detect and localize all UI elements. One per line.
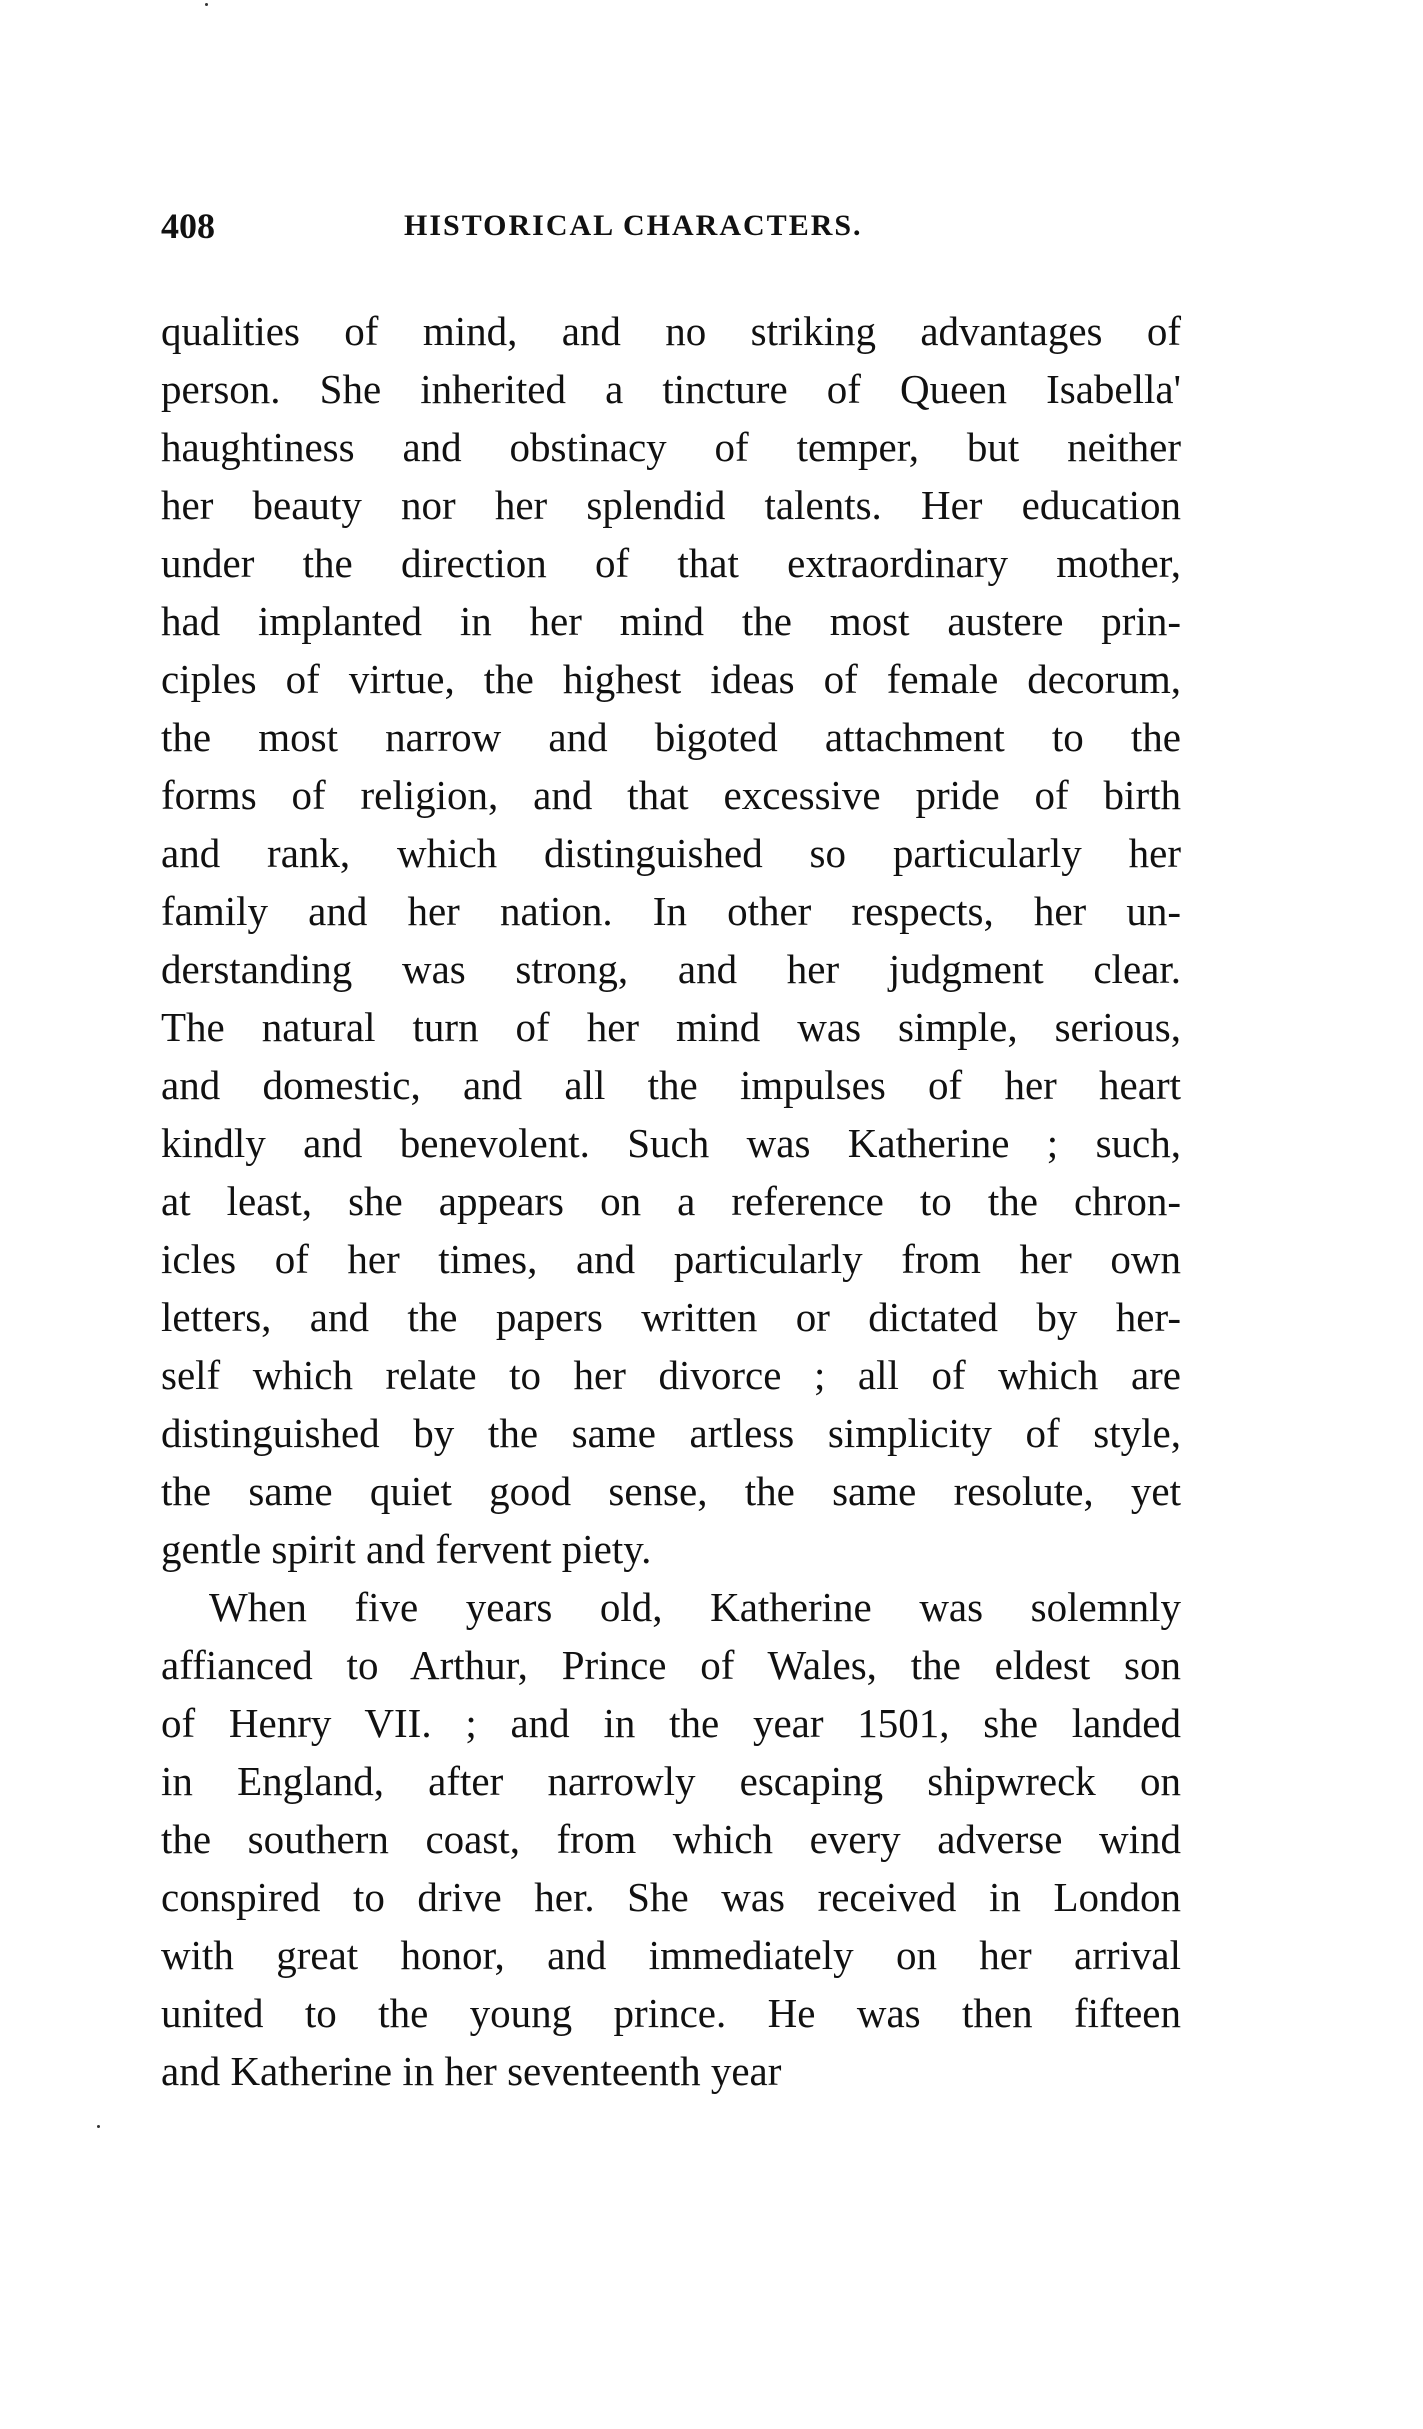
scan-speck — [205, 3, 208, 6]
text-line: and domestic, and all the impulses of her heart — [161, 1062, 1181, 1108]
text-line: and rank, which distinguished so particularly her — [161, 830, 1181, 876]
text-line: kindly and benevolent. Such was Katherine ; such, — [161, 1120, 1181, 1166]
text-line: united to the young prince. He was then fifteen — [161, 1990, 1181, 2036]
text-line: her beauty nor her splendid talents. Her education — [161, 482, 1181, 528]
paragraph — [161, 1578, 1181, 2100]
text-line: haughtiness and obstinacy of temper, but neither — [161, 424, 1181, 470]
paragraph — [161, 302, 1181, 1578]
text-line: forms of religion, and that excessive pride of birth — [161, 772, 1181, 818]
text-line: icles of her times, and particularly from her own — [161, 1236, 1181, 1282]
text-line: and Katherine in her seventeenth year — [161, 2048, 782, 2094]
scan-speck — [97, 2125, 100, 2128]
running-header — [161, 205, 1181, 249]
text-line: under the direction of that extraordinary mother, — [161, 540, 1181, 586]
text-line: family and her nation. In other respects, her un- — [161, 888, 1181, 934]
text-line: had implanted in her mind the most austere prin- — [161, 598, 1181, 644]
text-line: the southern coast, from which every adverse wind — [161, 1816, 1181, 1862]
text-line: When five years old, Katherine was solemnly — [209, 1584, 1181, 1630]
text-line: affianced to Arthur, Prince of Wales, the eldest son — [161, 1642, 1181, 1688]
text-line: derstanding was strong, and her judgment clear. — [161, 946, 1181, 992]
text-line: conspired to drive her. She was received in London — [161, 1874, 1181, 1920]
text-line: the same quiet good sense, the same resolute, yet — [161, 1468, 1181, 1514]
text-line: self which relate to her divorce ; all of which are — [161, 1352, 1181, 1398]
text-line: in England, after narrowly escaping shipwreck on — [161, 1758, 1181, 1804]
text-line: the most narrow and bigoted attachment to the — [161, 714, 1181, 760]
page-number: 408 — [161, 206, 215, 246]
text-line: at least, she appears on a reference to the chron- — [161, 1178, 1181, 1224]
text-line: letters, and the papers written or dictated by her- — [161, 1294, 1181, 1340]
text-line: The natural turn of her mind was simple, serious, — [161, 1004, 1181, 1050]
text-line: distinguished by the same artless simplicity of style, — [161, 1410, 1181, 1456]
text-line: ciples of virtue, the highest ideas of female decorum, — [161, 656, 1181, 702]
running-title: HISTORICAL CHARACTERS. — [404, 209, 863, 242]
text-line: qualities of mind, and no striking advantages of — [161, 308, 1181, 354]
text-line: person. She inherited a tincture of Queen Isabella' — [161, 366, 1181, 412]
text-line: of Henry VII. ; and in the year 1501, she landed — [161, 1700, 1181, 1746]
text-line: with great honor, and immediately on her arrival — [161, 1932, 1181, 1978]
text-line: gentle spirit and fervent piety. — [161, 1526, 652, 1572]
page-body — [161, 302, 1181, 2100]
